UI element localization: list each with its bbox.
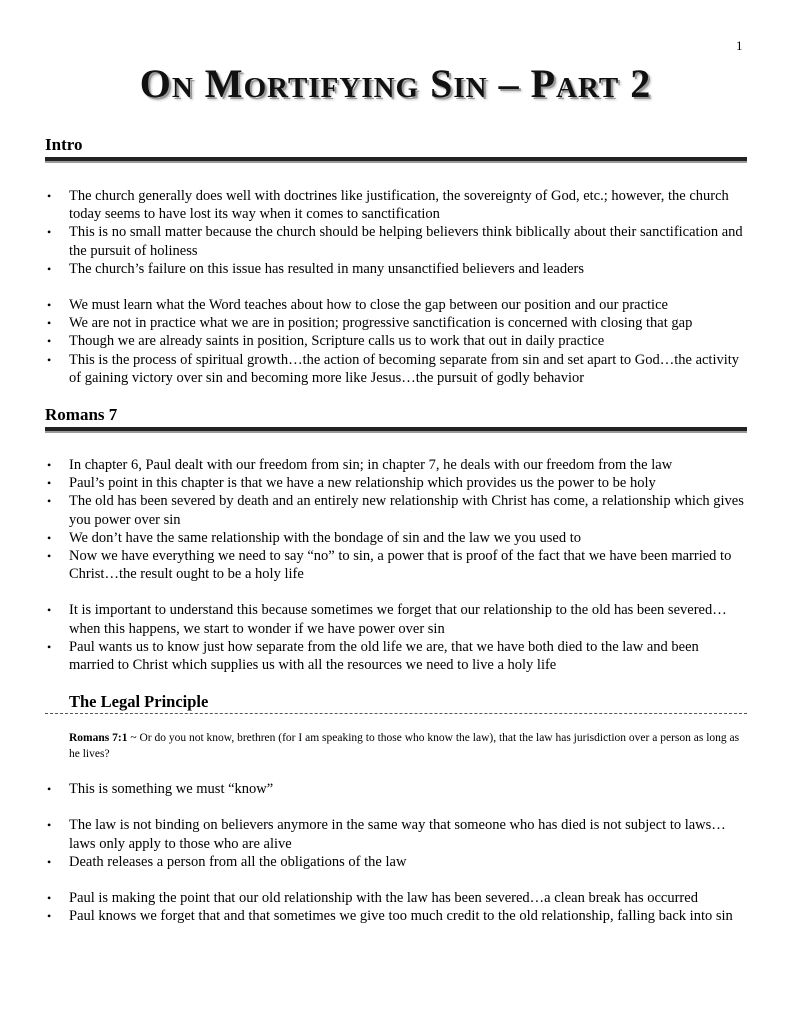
bullet-text: In chapter 6, Paul dealt with our freedom from sin; in chapter 7, he deals with our freedom from the law [69, 457, 673, 474]
bullet-icon: • [47, 782, 52, 797]
bullet-text: Though we are already saints in position, Scripture calls us to work that out in daily practice [69, 333, 605, 350]
bullet-icon: • [47, 530, 52, 545]
bullet-item [45, 638, 747, 674]
bullet-item [45, 187, 747, 223]
bullet-icon: • [47, 476, 52, 491]
bullet-text: The church generally does well with doctrines like justification, the sovereignty of God, etc.; however, the church today seems to have lost its way when it comes to sanctification [69, 188, 729, 223]
bullet-icon: • [47, 603, 52, 618]
bullet-icon: • [47, 639, 52, 654]
verse-reference: Romans 7:1 [69, 732, 128, 745]
page-number: 1 [736, 38, 743, 53]
bullet-text: Now we have everything we need to say “no” to sin, a power that is proof of the fact that we have been married to Christ…the result ought to be a holy life [69, 548, 732, 583]
bullet-item [45, 456, 747, 474]
verse-text: ~ Or do you not know, brethren (for I am speaking to those who know the law), that the law has jurisdiction over a person as long as he lives? [69, 732, 740, 761]
bullet-text: It is important to understand this because sometimes we forget that our relationship to the old has been severed…when this happens, we start to wonder if we have power over sin [69, 602, 727, 637]
title-letter: S [430, 61, 454, 106]
section-heading-romans-7: Romans 7 [45, 405, 118, 425]
bullet-icon: • [47, 818, 52, 833]
bullet-icon: • [47, 334, 52, 349]
bullet-icon: • [47, 189, 52, 203]
bullet-text: This is something we must “know” [69, 781, 274, 798]
title-smallcaps: IN [453, 72, 488, 104]
bullet-text: Death releases a person from all the obligations of the law [69, 853, 407, 870]
title-smallcaps: N [171, 72, 194, 104]
bullet-icon: • [47, 352, 52, 367]
bullet-icon: • [47, 298, 52, 313]
subsection-heading-legal-principle: The Legal Principle [69, 692, 209, 712]
bullet-text: The church’s failure on this issue has resulted in many unsanctified believers and leaders [69, 260, 584, 277]
bullet-icon: • [47, 854, 52, 869]
title-letter: O [139, 61, 172, 106]
bullet-item [45, 223, 747, 259]
bullet-list [45, 456, 747, 583]
bullet-list [45, 780, 747, 798]
bullet-item [45, 332, 747, 350]
bullet-text: We don’t have the same relationship with the bondage of sin and the law we you used to [69, 529, 581, 546]
title-smallcaps: ORTIFYING [243, 72, 420, 104]
bullet-item [45, 601, 747, 637]
bullet-icon: • [47, 261, 52, 276]
section-heading-intro: Intro [45, 135, 83, 154]
document-body [45, 134, 747, 925]
title-number: 2 [630, 61, 652, 106]
bullet-item [45, 529, 747, 547]
bullet-item [45, 314, 747, 332]
bullet-item [45, 296, 747, 314]
bullet-list [45, 816, 747, 871]
bullet-item [45, 889, 747, 907]
bullet-text: Paul is making the point that our old relationship with the law has been severed…a clean break has occurred [69, 890, 698, 907]
title-letter: M [204, 61, 244, 106]
bullet-text: Paul knows we forget that and that sometimes we give too much credit to the old relationship, falling back into sin [69, 908, 733, 925]
bullet-icon: • [47, 909, 52, 924]
bullet-list [45, 187, 747, 278]
bullet-icon: • [47, 458, 52, 473]
bullet-item [45, 492, 747, 528]
bullet-item [45, 853, 747, 871]
bullet-item [45, 351, 747, 387]
title-dash: – [498, 61, 520, 106]
bullet-text: Paul’s point in this chapter is that we have a new relationship which provides us the power to be holy [69, 475, 656, 492]
bullet-text: Paul wants us to know just how separate from the old life we are, that we have both died to the law and been married to Christ which supplies us with all the resources we need to live a holy life [69, 638, 699, 674]
bullet-list [45, 601, 747, 674]
bullet-item [45, 260, 747, 278]
bullet-text: We must learn what the Word teaches about how to close the gap between our position and our practice [69, 297, 668, 314]
bullet-text: The old has been severed by death and an entirely new relationship with Christ has come, a relationship which gives you power over sin [69, 493, 744, 528]
bullet-list [45, 296, 747, 387]
title-letter: P [530, 61, 557, 106]
bullet-icon: • [47, 316, 52, 331]
bullet-icon: • [47, 549, 52, 564]
bullet-text: The law is not binding on believers anymore in the same way that someone who has died is not subject to laws…laws only apply to those who are alive [69, 817, 726, 852]
bullet-item [45, 547, 747, 583]
bullet-icon: • [47, 225, 52, 240]
bullet-list [45, 889, 747, 925]
bullet-icon: • [47, 494, 52, 509]
bullet-item [45, 816, 747, 852]
bullet-text: This is no small matter because the church should be helping believers think biblically about their sanctification and the pursuit of holiness [69, 224, 743, 259]
bullet-item [45, 780, 747, 798]
page-title [0, 60, 791, 107]
scripture-quote [45, 730, 747, 762]
bullet-item [45, 907, 747, 925]
title-smallcaps: ART [556, 72, 620, 104]
bullet-icon: • [47, 891, 52, 906]
bullet-item [45, 474, 747, 492]
bullet-text: We are not in practice what we are in position; progressive sanctification is concerned with closing that gap [69, 315, 693, 332]
bullet-text: This is the process of spiritual growth…the action of becoming separate from sin and set apart to God…the activity of gaining victory over sin and becoming more like Jesus…the pursuit of godly behavior [69, 351, 740, 386]
